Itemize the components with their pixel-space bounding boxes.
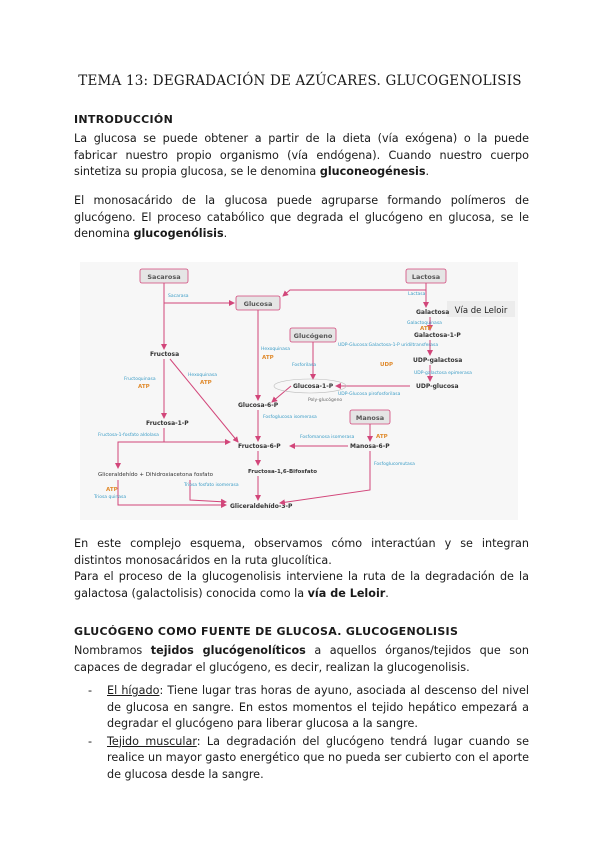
atp-fructosa: ATP — [200, 380, 212, 386]
fosfomanosa-isomerasa-enzyme: Fosfomanosa isomerasa — [300, 435, 355, 440]
intro-p1-end: . — [425, 165, 430, 178]
fosforilasa-enzyme: Fosforilasa — [292, 363, 317, 368]
sacarosa-label: Sacarosa — [147, 273, 181, 281]
intro-paragraph-2 — [74, 193, 529, 243]
hexoquinasa-enzyme: Hexoquinasa — [261, 347, 291, 352]
intro-p2-text: El monosacárido de la glucosa puede agruparse formando polímeros de glucógeno. El proceso catabólico que degrada el glucógeno en glucosa, se le denomina — [74, 194, 529, 240]
glucogenolisis-term: glucogenólisis — [133, 227, 224, 240]
fructosa-16-node: Fructosa-1,6-Bifosfato — [248, 469, 318, 475]
leloir-end: . — [385, 586, 389, 600]
gliceraldehido-dhap-node: Gliceraldehído + Dihidroxiacetona fosfato — [98, 472, 214, 478]
galactoquinasa-enzyme: Galactoquinasa — [407, 321, 442, 326]
uridiltransferasa-enzyme: UDP-Glucosa:Galactosa-1-P uridiltransferasa — [338, 343, 439, 348]
leloir-text: Para el proceso de la glucogenolisis interviene la ruta de la degradación de la galactosa (galactolisis) conocida como la — [74, 570, 529, 600]
galactosa-node: Galactosa — [416, 309, 450, 316]
atp-triosa: ATP — [106, 487, 118, 493]
triosa-fosfato-enzyme: Triosa fosfato isomerasa — [184, 483, 239, 488]
leloir-term: vía de Leloir — [307, 586, 386, 600]
intro-p1-text: La glucosa se puede obtener a partir de la dieta (vía exógena) o la puede fabricar nuestro propio organismo (vía endógena). Cuando nuestro cuerpo sintetiza su propia glucosa, se le denomina — [74, 132, 529, 178]
fructosa1p-aldolasa-enzyme: Fructosa-1-fosfato aldolasa — [98, 433, 159, 438]
manosa-label: Manosa — [355, 414, 385, 422]
glucosa-label: Glucosa — [243, 300, 273, 308]
atp-galactoquinasa: ATP — [420, 326, 432, 332]
intro-heading: INTRODUCCIÓN — [74, 113, 174, 126]
metabolic-pathway-diagram — [80, 262, 518, 520]
udp-glucosa-node: UDP-glucosa — [416, 383, 459, 390]
tejidos-text-c: a aquellos órganos/tejidos que son capaces de degradar el glucógeno, es decir, realizan la glucogenolisis. — [74, 644, 529, 674]
udp-galactosa-node: UDP-galactosa — [413, 357, 463, 364]
pirofosforilasa-enzyme: UDP-Glucosa pirofosforilasa — [338, 392, 401, 397]
list-item-higado — [88, 683, 529, 733]
manosa-6p-node: Manosa-6-P — [350, 443, 390, 450]
intro-p2-end: . — [223, 227, 228, 240]
list-dash: - — [88, 734, 93, 748]
list-dash: - — [88, 684, 93, 697]
poly-label: Poly-glucógeno — [308, 398, 343, 403]
udp-label: UDP — [380, 362, 394, 368]
muscular-text: : La degradación del glucógeno tendrá lugar cuando se realice un mayor gasto energético que no pueda ser cubierto con el aporte de glucosa desde la sangre. — [107, 734, 529, 781]
atp-hexoquinasa: ATP — [262, 355, 274, 361]
higado-term: El hígado — [107, 684, 160, 697]
muscular-term: Tejido muscular — [107, 734, 197, 748]
list-item-muscular — [88, 734, 529, 784]
tissue-list — [88, 683, 529, 784]
atp-manosa: ATP — [376, 434, 388, 440]
fructoquinasa-enzyme: Fructoquinasa — [124, 377, 156, 382]
epimerasa-enzyme: UDP-galactosa epimerasa — [414, 371, 472, 376]
tejidos-paragraph — [74, 643, 529, 676]
higado-text: : Tiene lugar tras horas de ayuno, asociada al descenso del nivel de glucosa en sangre. En estos momentos el tejido hepático empezará a degradar el glucógeno para liberar glucosa a la sangre. — [107, 684, 530, 730]
hexoquinasa-fructosa-enzyme: Hexoquinasa — [188, 373, 218, 378]
tejidos-text-a: Nombramos — [74, 644, 151, 657]
fosfoglucomutasa-enzyme: Fosfoglucosa isomerasa — [263, 415, 317, 420]
glucogeno-label: Glucógeno — [293, 332, 333, 340]
galactosa-1p-node: Galactosa-1-P — [414, 332, 461, 339]
fructosa-1p-node: Fructosa-1-P — [146, 420, 189, 427]
sacarasa-enzyme: Sacarasa — [168, 294, 189, 299]
gluconeogenesis-term: gluconeogénesis — [319, 165, 426, 178]
diagram-explanation: En este complejo esquema, observamos cómo interactúan y se integran distintos monosacáridos en la ruta glucolítica. — [74, 537, 529, 567]
glucosa-1p-node: Glucosa-1-P — [293, 383, 334, 390]
atp-fructoquinasa: ATP — [138, 384, 150, 390]
gliceraldehido-3p-node: Gliceraldehído-3-P — [230, 503, 293, 510]
page-title: TEMA 13: DEGRADACIÓN DE AZÚCARES. GLUCOGENOLISIS — [78, 73, 522, 89]
aldolasa-enzyme: Fosfoglucomutasa — [374, 462, 415, 467]
lactasa-enzyme: Lactasa — [408, 292, 426, 297]
leloir-paragraph — [74, 569, 529, 602]
tejidos-term: tejidos glucógenolíticos — [150, 644, 306, 657]
triosa-quinasa-enzyme: Triosa quinasa — [94, 495, 127, 500]
glucosa-6p-node: Glucosa-6-P — [238, 402, 279, 409]
leloir-label: Vía de Leloir — [454, 306, 508, 316]
fructosa-6p-node: Fructosa-6-P — [238, 443, 281, 450]
intro-paragraph-1 — [74, 131, 529, 181]
lactosa-label: Lactosa — [411, 273, 441, 281]
diagram-background — [80, 262, 518, 520]
fructosa-node: Fructosa — [150, 351, 180, 358]
section-heading: GLUCÓGENO COMO FUENTE DE GLUCOSA. GLUCOGENOLISIS — [74, 625, 459, 638]
